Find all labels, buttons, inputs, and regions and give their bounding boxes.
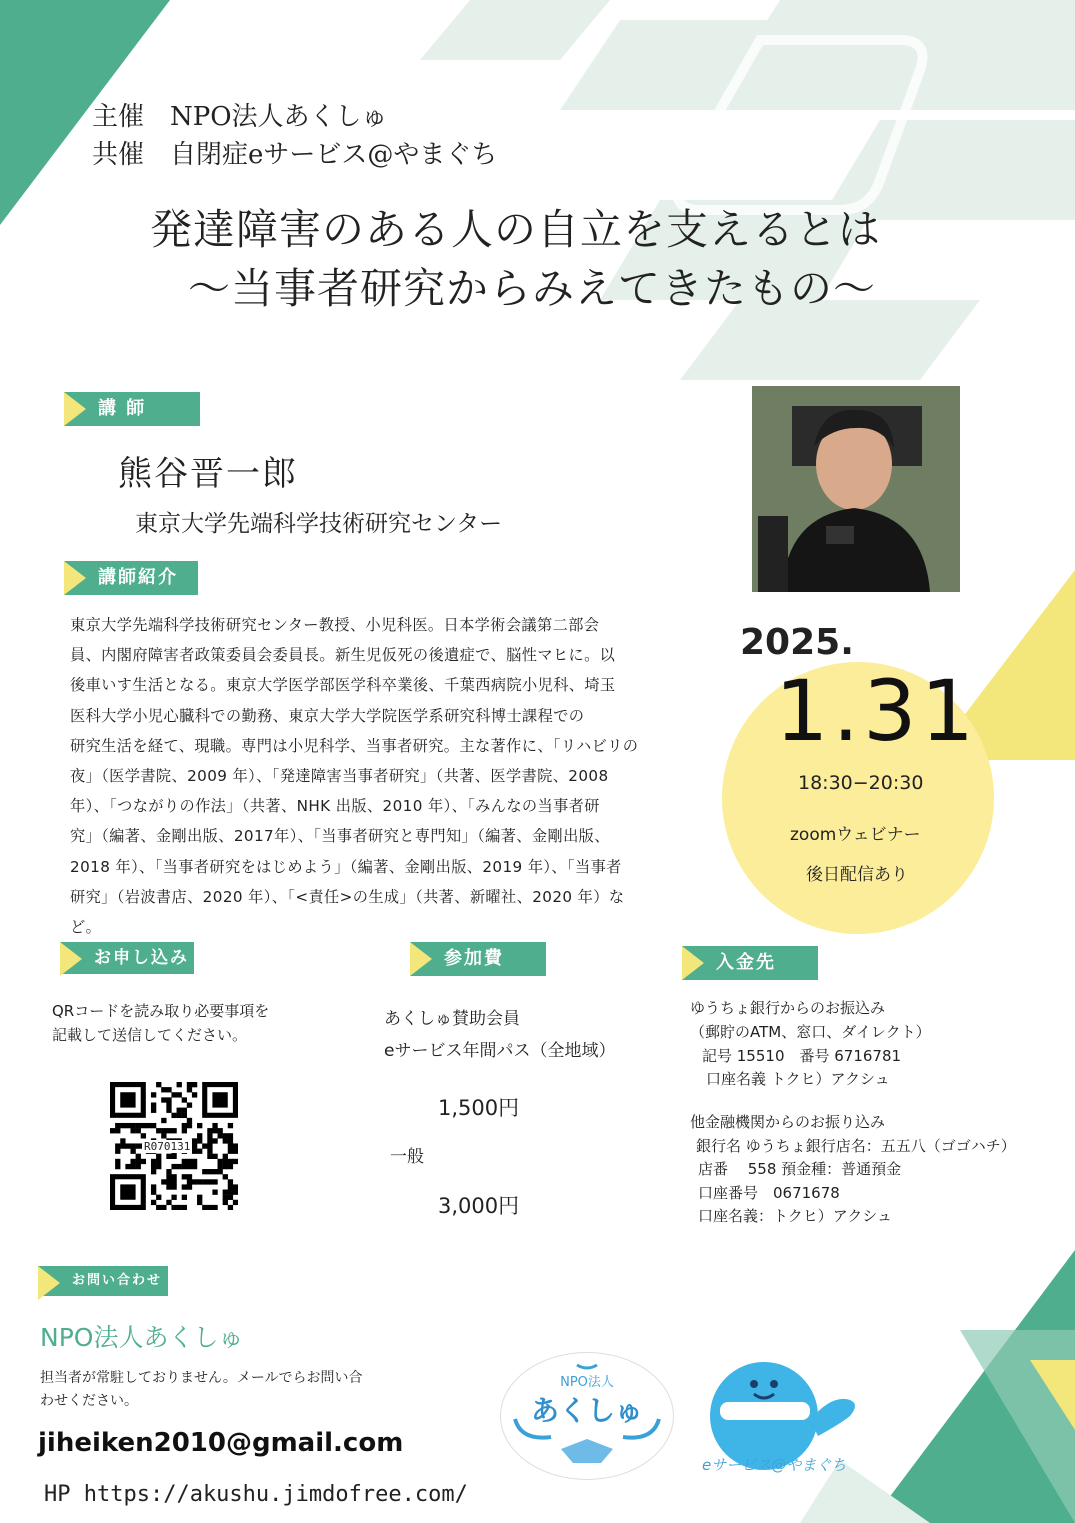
profile-line: 員、内閣府障害者政策委員会委員長。新生児仮死の後遺症で、脳性マヒに。以	[70, 646, 616, 665]
profile-tag-label: 講師紹介	[98, 567, 178, 588]
profile-line: 医科大学小児心臓科での勤務、東京大学大学院医学系研究科博士課程での	[70, 706, 585, 725]
payment-other-bank: 銀行名 ゆうちょ銀行店名：五五八（ゴゴハチ）	[696, 1137, 1016, 1155]
profile-line: 2018 年）、「当事者研究をはじめよう」（編著、金剛出版、2019 年）、「当事者	[70, 857, 622, 876]
host-organizer: 主催 NPO法人あくしゅ	[92, 102, 388, 132]
eservice-logo	[700, 1360, 870, 1486]
contact-note-1: 担当者が常駐しておりません。メールでらお問い合	[40, 1370, 363, 1386]
speaker-photo	[752, 386, 960, 592]
application-tag	[60, 942, 194, 974]
portrait-image	[752, 386, 960, 592]
speaker-affiliation: 東京大学先端科学技術研究センター	[135, 511, 503, 537]
application-tag-label: お申し込み	[94, 948, 189, 968]
profile-text	[70, 610, 670, 942]
event-archive: 後日配信あり	[806, 865, 908, 885]
payment-yucho-number: 記号 15510 番号 6716781	[702, 1047, 902, 1065]
fee-member-price: 1,500円	[438, 1096, 520, 1120]
profile-line: 夜」（医学書院、2009 年）、「発達障害当事者研究」（共著、医学書院、2008	[70, 767, 609, 786]
profile-line: 研究」（岩波書店、2020 年）、「<責任>の生成」（共著、新曜社、2020 年）な	[70, 887, 625, 906]
fee-general-price: 3,000円	[438, 1194, 520, 1218]
payment-other-heading: 他金融機関からのお振り込み	[690, 1113, 886, 1131]
profile-line: 後車いす生活となる。東京大学医学部医学科卒業後、千葉西病院小児科、埼玉	[70, 676, 616, 695]
payment-other-name: 口座名義：トクヒ）アクシュ	[698, 1207, 892, 1225]
qr-code[interactable]	[110, 1082, 238, 1210]
profile-line: 東京大学先端科学技術研究センター教授、小児科医。日本学術会議第二部会	[70, 616, 600, 634]
qr-label: R070131	[144, 1140, 191, 1153]
payment-tag-label: 入金先	[716, 952, 776, 973]
speaker-tag	[64, 392, 200, 426]
event-time: 18:30−20:30	[798, 772, 924, 794]
contact-tag-label: お問い合わせ	[72, 1273, 163, 1288]
akushu-logo	[500, 1352, 674, 1480]
profile-line: 究」（編著、金剛出版、2017年）、「当事者研究と専門知」（編著、金剛出版、	[70, 827, 610, 846]
payment-other-branch: 店番 558 預金種：普通預金	[698, 1160, 902, 1178]
profile-line: ど。	[70, 918, 102, 937]
contact-note-2: わせください。	[40, 1393, 138, 1409]
speaker-name: 熊谷晋一郎	[118, 454, 298, 494]
contact-org: NPO法人あくしゅ	[40, 1323, 244, 1352]
eservice-logo-text: eサービス@やまぐち	[702, 1456, 847, 1474]
profile-line: 研究生活を経て、現職。専門は小児科学、当事者研究。主な著作に、「リハビリの	[70, 736, 639, 755]
cohost-organizer: 共催 自閉症eサービス@やまぐち	[92, 140, 498, 170]
event-year: 2025.	[740, 622, 854, 663]
fee-tag-label: 参加費	[444, 948, 504, 969]
contact-homepage[interactable]: HP https://akushu.jimdofree.com/	[44, 1482, 468, 1507]
fee-member-line2: eサービス年間パス（全地域）	[384, 1041, 616, 1061]
contact-tag	[38, 1266, 168, 1296]
payment-yucho-heading: ゆうちょ銀行からのお振込み	[690, 999, 886, 1017]
payment-other-account: 口座番号 0671678	[698, 1184, 840, 1202]
profile-tag	[64, 561, 198, 595]
fee-general-label: 一般	[390, 1147, 424, 1167]
payment-tag	[682, 946, 818, 980]
profile-line: 年）、「つながりの作法」（共著、NHK 出版、2010 年）、「みんなの当事者研	[70, 797, 600, 816]
fee-member-line1: あくしゅ賛助会員	[384, 1009, 520, 1029]
payment-yucho-name: 口座名義 トクヒ）アクシュ	[706, 1070, 890, 1088]
main-title: 発達障害のある人の自立を支えるとは	[150, 205, 882, 254]
application-instruction-1: QRコードを読み取り必要事項を	[52, 1002, 270, 1020]
akushu-logo-small: NPO法人	[560, 1375, 614, 1390]
application-instruction-2: 記載して送信してください。	[52, 1026, 248, 1044]
event-venue: zoomウェビナー	[790, 825, 921, 845]
fee-tag	[410, 942, 546, 976]
event-day: 1.31	[775, 662, 979, 760]
payment-yucho-note: （郵貯のATM、窓口、ダイレクト）	[690, 1023, 931, 1041]
subtitle: ～当事者研究からみえてきたもの～	[188, 264, 877, 313]
akushu-logo-big: あくしゅ	[530, 1394, 643, 1427]
speaker-tag-label: 講 師	[98, 398, 147, 419]
contact-email[interactable]: jiheiken2010@gmail.com	[38, 1428, 404, 1458]
